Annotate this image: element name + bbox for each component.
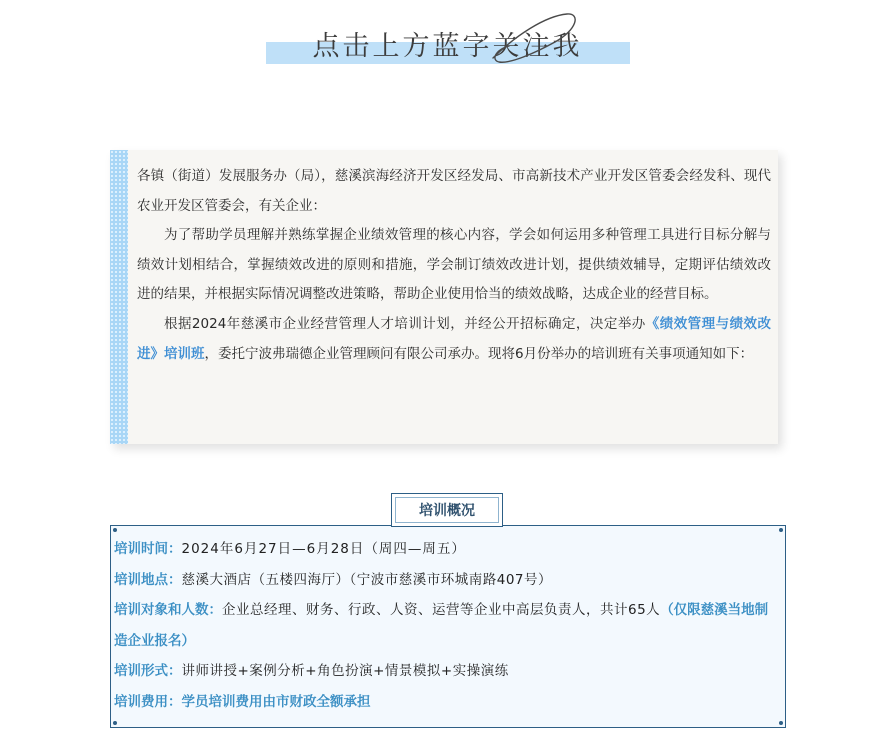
corner-dot: [113, 528, 117, 532]
training-time-label: 培训时间：: [114, 541, 182, 557]
intro-text: [137, 162, 771, 369]
arrangement-text-end: ，委托宁波弗瑞德企业管理顾问有限公司承办。现将6月份举办的培训班有关事项通知如下：: [204, 345, 754, 362]
training-time-value: 2024年6月27日—6月28日（周四—周五）: [181, 541, 466, 557]
training-location-value: 慈溪大酒店（五楼四海厅）（宁波市慈溪市环城南路407号）: [181, 571, 553, 588]
training-location-row: [114, 565, 776, 596]
section-title-badge: [391, 493, 503, 527]
training-time-row: [114, 534, 776, 565]
corner-dot: [779, 528, 783, 532]
corner-dot: [779, 721, 783, 725]
intro-notice-card: [110, 150, 778, 444]
corner-dot: [113, 721, 117, 725]
card-left-stripe: [110, 150, 128, 444]
training-audience-value: 企业总经理、财务、行政、人资、运营等企业中高层负责人，共计65人: [222, 602, 661, 618]
section-title: 培训概况: [395, 497, 499, 523]
training-format-value: 讲师讲授+案例分析+角色扮演+情景模拟+实操演练: [181, 663, 509, 679]
training-fee-value: 学员培训费用由市财政全额承担: [181, 693, 371, 710]
training-format-label: 培训形式：: [114, 663, 182, 679]
training-location-label: 培训地点：: [114, 571, 182, 588]
purpose-paragraph: 为了帮助学员理解并熟练掌握企业绩效管理的核心内容，学会如何运用多种管理工具进行目标分解与绩效计划相结合，掌握绩效改进的原则和措施，学会制订绩效改进计划，提供绩效辅导，定期评估绩效改进的结果，并根据实际情况调整改进策略，帮助企业使用恰当的绩效战略，达成企业的经营目标。: [137, 227, 771, 303]
arrangement-paragraph: [137, 310, 771, 369]
training-audience-note: （仅限慈溪当地制造企业报名）: [114, 602, 769, 649]
training-format-row: [114, 656, 776, 687]
swirl-decoration-icon: [485, 6, 585, 72]
training-audience-label: 培训对象和人数：: [114, 602, 222, 618]
training-fee-label: 培训费用：: [114, 693, 182, 710]
addressee-paragraph: 各镇（街道）发展服务办（局），慈溪滨海经济开发区经发局、市高新技术产业开发区管委会经发科、现代农业开发区管委会，有关企业：: [137, 168, 771, 214]
training-audience-row: [114, 595, 776, 656]
overview-rows: [114, 534, 776, 717]
training-fee-row: [114, 687, 776, 718]
follow-us-title: 点击上方蓝字关注我: [312, 31, 583, 62]
course-name-highlight: 《绩效管理与绩效改进》培训班: [137, 315, 772, 362]
arrangement-text-start: 根据2024年慈溪市企业经营管理人才培训计划，并经公开招标确定，决定举办: [164, 315, 646, 332]
